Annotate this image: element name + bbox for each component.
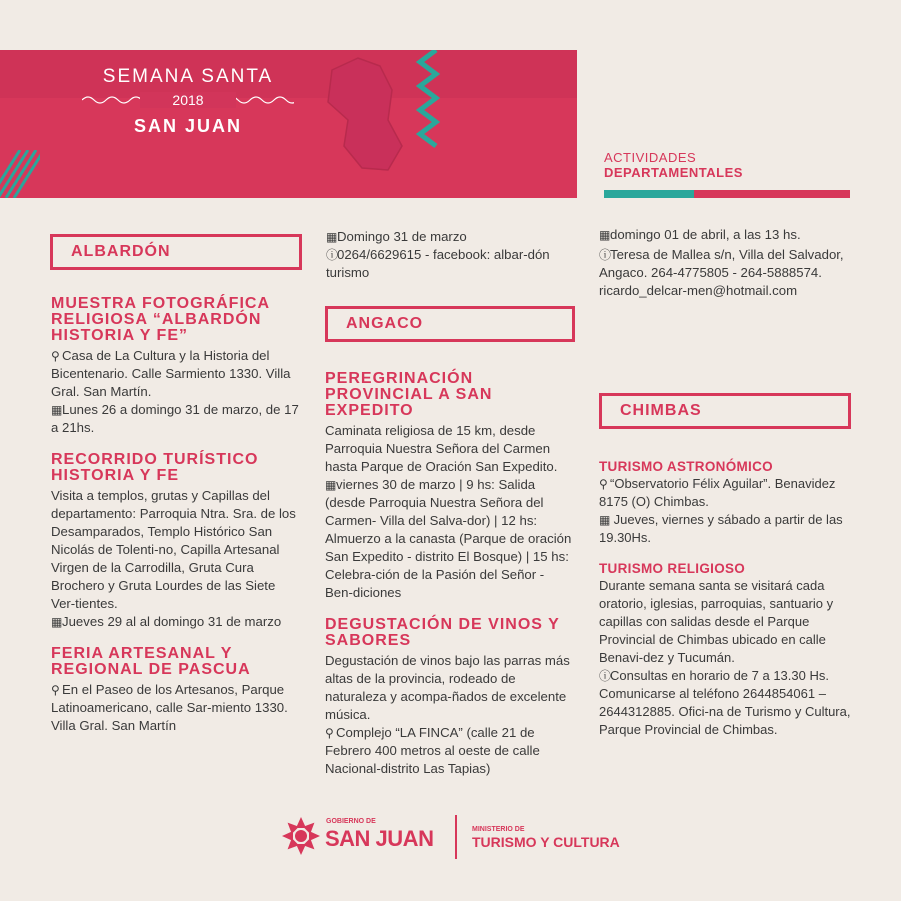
ministry-label-small: MINISTERIO DE	[472, 826, 525, 833]
angaco-column: PEREGRINACIÓN PROVINCIAL A SAN EXPEDITO Caminata religiosa de 15 km, desde Parroquia Nuestra Señora del Carmen hasta Parque de Oración San Expedito. ▦viernes 30 de marzo | 9 hs: Salida (desde Parroquia Nuestra Señora del Carmen- Villa del Salva-dor) | 12 hs: Almuerzo a la canasta (Parque de oración San Expedito - distrito El Bosque) | 15 hs: Celebra-ción de la Pasión del Señor - Ben-diciones DEGUSTACIÓN DE VINOS Y SABORES Degustación de vinos bajo las parras más altas de la provincia, rodeado de naturaleza y acompa-ñados de excelente música. ⚲ Complejo “LA FINCA” (calle 21 de Febrero 400 metros al oeste de calle Nacional-distrito Las Tapias)	[325, 371, 575, 778]
albardon-header: ALBARDÓN	[50, 234, 302, 270]
calendar-icon: ▦	[326, 230, 338, 244]
event-title: TURISMO ASTRONÓMICO	[599, 459, 773, 474]
calendar-icon: ▦	[599, 228, 611, 242]
location-icon: ⚲	[51, 683, 60, 697]
footer-separator	[455, 815, 457, 859]
section-label: ACTIVIDADES DEPARTAMENTALES	[604, 150, 743, 180]
location-icon: ⚲	[325, 726, 334, 740]
calendar-icon: ▦	[599, 513, 611, 527]
province-map-graphic	[318, 50, 418, 198]
calendar-icon: ▦	[51, 615, 63, 629]
gov-label-small: GOBIERNO DE	[326, 818, 376, 825]
event-title: PEREGRINACIÓN PROVINCIAL A SAN EXPEDITO	[325, 370, 493, 419]
albardon-column: MUESTRA FOTOGRÁFICA RELIGIOSA “ALBARDÓN HISTORIA Y FE” ⚲ Casa de La Cultura y la Historia del Bicentenario. Calle Sarmiento 1330. Villa Gral. San Martín. ▦Lunes 26 a domingo 31 de marzo, de 17 a 21hs. RECORRIDO TURÍSTICO HISTORIA Y FE Visita a templos, grutas y Capillas del departamento: Parroquia Ntra. Sra. de los Desamparados, Templo Histórico San Nicolás de Tolenti-no, Capilla Artesanal Virgen de la Carrodilla, Gruta Cura Brochero y Gruta Lourdes de las Siete Ver-tientes. ▦Jueves 29 al al domingo 31 de marzo FERIA ARTESANAL Y REGIONAL DE PASCUA ⚲ En el Paseo de los Artesanos, Parque Latinoamericano, calle Sar-miento 1330. Villa Gral. San Martín	[51, 296, 301, 735]
albardon-continued: ▦Domingo 31 de marzo ⓘ0264/6629615 - facebook: albar-dón turismo	[326, 229, 550, 280]
location-icon: ⚲	[599, 477, 608, 491]
gov-label-big: SAN JUAN	[325, 826, 434, 851]
banner-subtitle: SAN JUAN	[133, 116, 242, 136]
banner-year: 2018	[140, 92, 236, 108]
info-icon: ⓘ	[326, 248, 339, 262]
calendar-icon: ▦	[51, 403, 63, 417]
zigzag-decoration	[408, 50, 448, 150]
stripes-decoration	[0, 150, 40, 198]
info-icon: ⓘ	[599, 669, 612, 683]
calendar-icon: ▦	[325, 478, 337, 492]
section-bar-accent	[604, 190, 694, 198]
info-icon: ⓘ	[599, 248, 612, 262]
angaco-continued: ▦domingo 01 de abril, a las 13 hs. ⓘTeresa de Mallea s/n, Villa del Salvador, Angaco. 264-4775805 - 264-5888574. ricardo_delcar-men@hotmail.com	[599, 227, 844, 298]
ministry-label-big: TURISMO Y CULTURA	[472, 834, 620, 850]
event-title: FERIA ARTESANAL Y REGIONAL DE PASCUA	[51, 645, 251, 678]
banner-title: SEMANA SANTA	[102, 66, 274, 87]
chimbas-header: CHIMBAS	[599, 393, 851, 429]
chimbas-column: TURISMO ASTRONÓMICO ⚲ “Observatorio Félix Aguilar”. Benavidez 8175 (O) Chimbas. ▦ Jueves, viernes y sábado a partir de las 19.30Hs. TURISMO RELIGIOSO Durante semana santa se visitará cada oratorio, iglesias, parroquias, santuario y capillas con salidas desde el Parque Provincial de Chimbas ubicado en calle Benavi-dez y Tucumán. ⓘConsultas en horario de 7 a 13.30 Hs. Comunicarse al teléfono 2644854061 – 2644312885. Ofici-na de Turismo y Cultura, Parque Provincial de Chimbas.	[599, 459, 851, 737]
event-title: RECORRIDO TURÍSTICO HISTORIA Y FE	[51, 451, 259, 484]
location-icon: ⚲	[51, 349, 60, 363]
event-title: DEGUSTACIÓN DE VINOS Y SABORES	[325, 616, 560, 649]
event-title: TURISMO RELIGIOSO	[599, 561, 746, 576]
angaco-header: ANGACO	[325, 306, 575, 342]
event-title: MUESTRA FOTOGRÁFICA RELIGIOSA “ALBARDÓN HISTORIA Y FE”	[51, 295, 270, 344]
gov-logo-icon	[280, 815, 322, 857]
